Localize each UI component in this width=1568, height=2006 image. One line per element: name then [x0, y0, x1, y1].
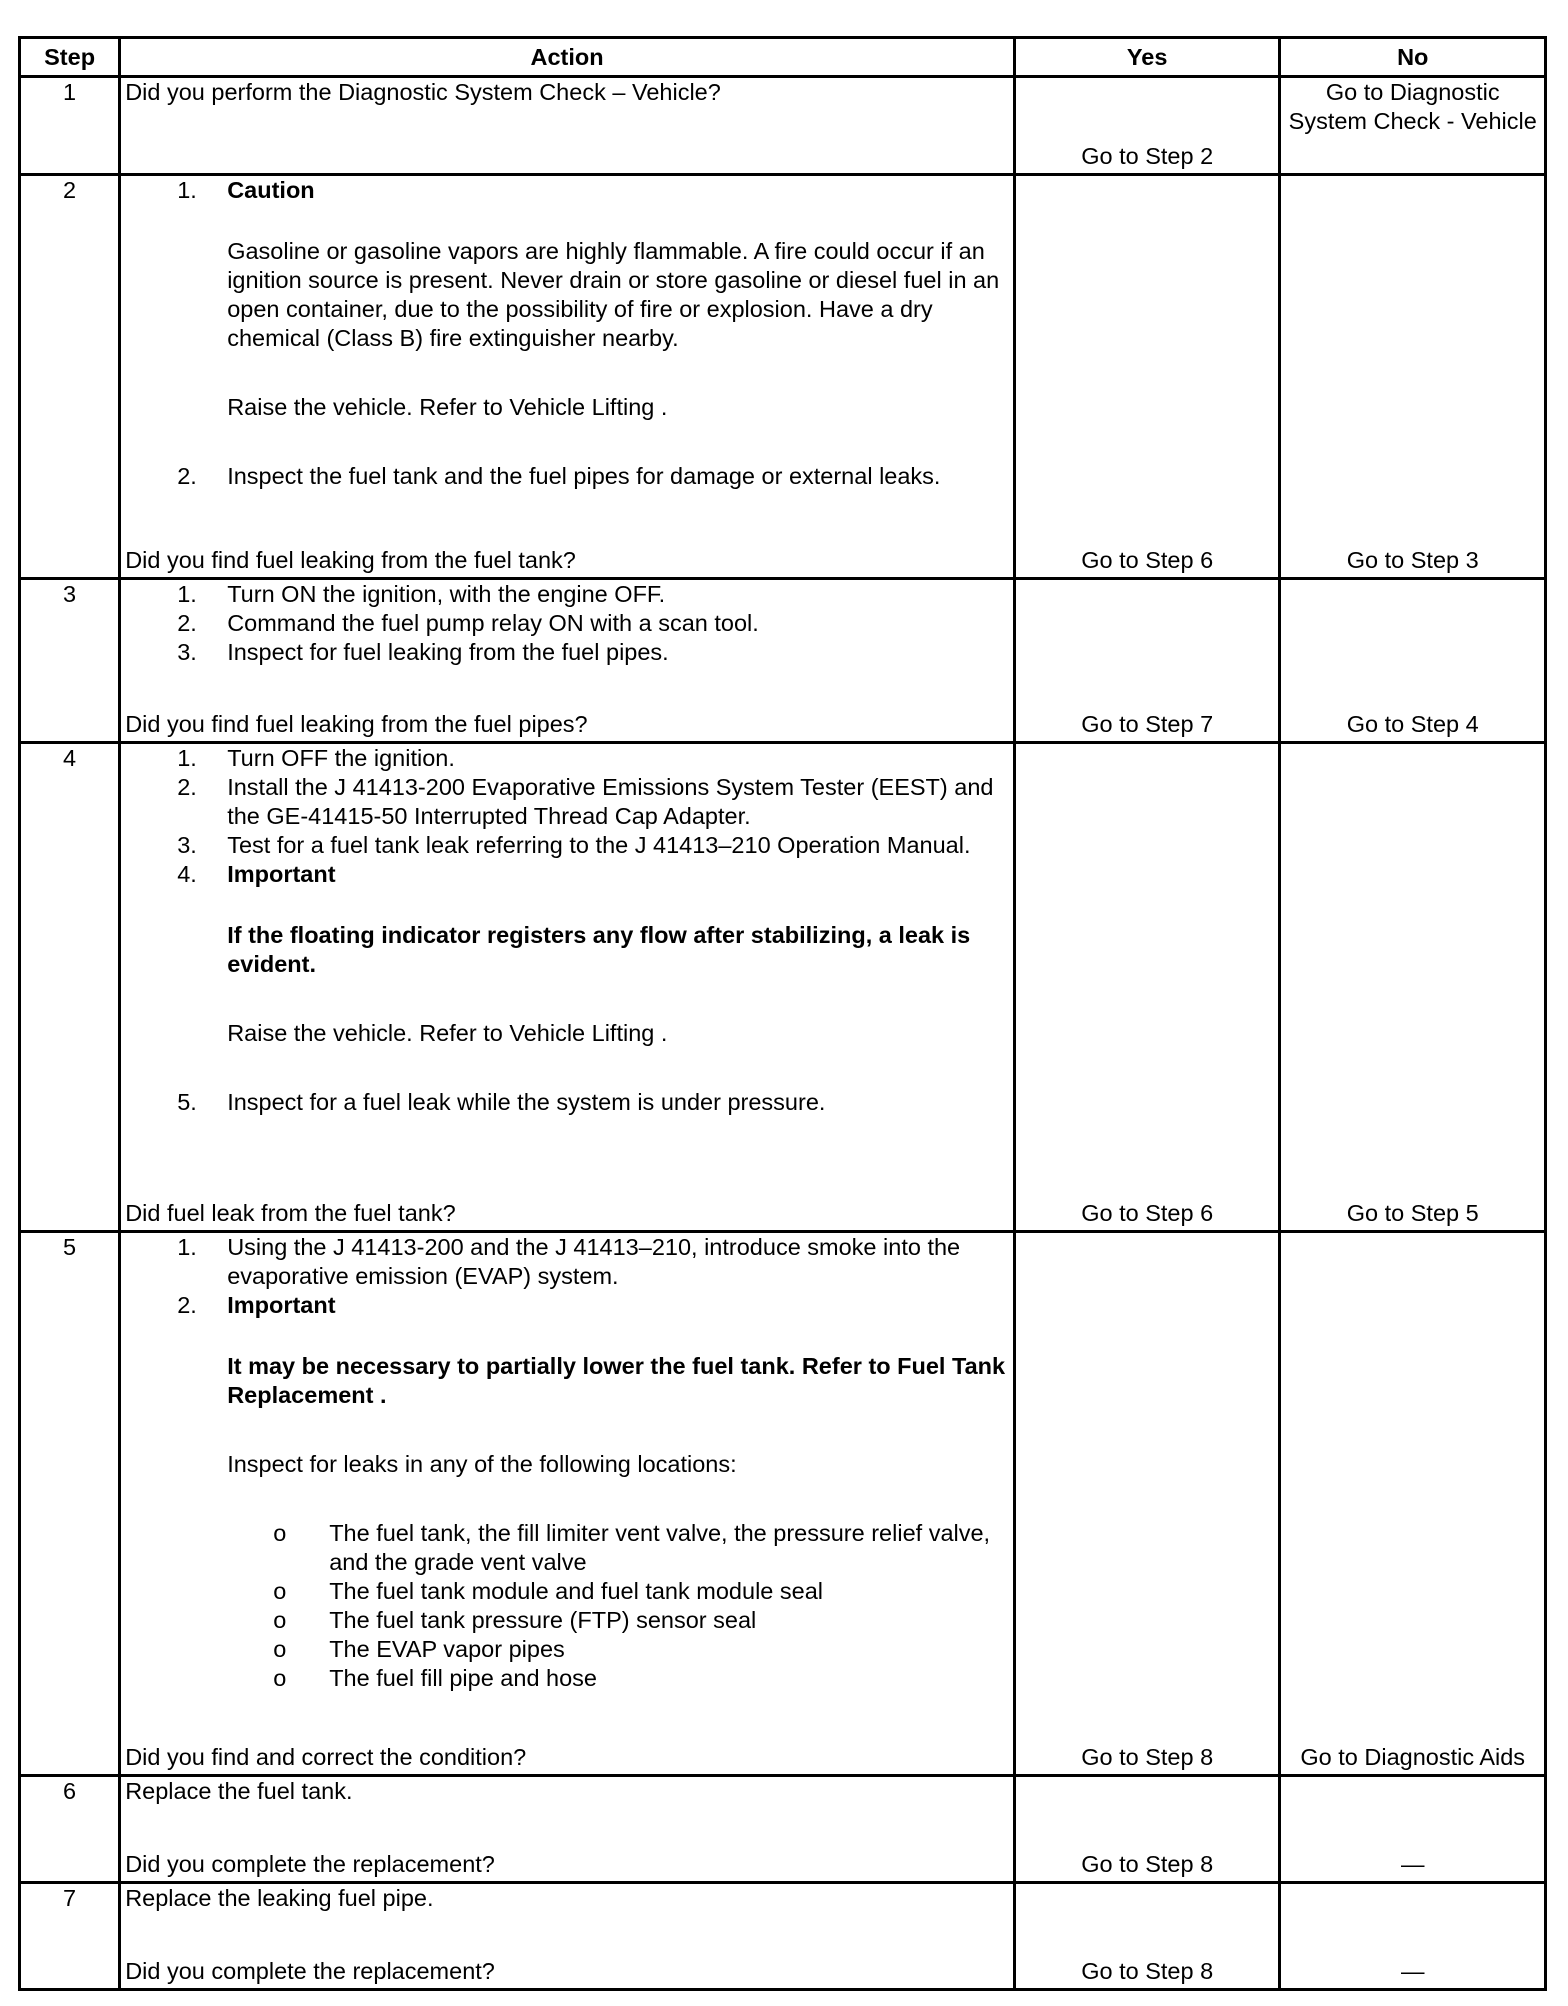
no-cell [1280, 175, 1546, 579]
bullet-marker: o [273, 1578, 287, 1604]
no-result: Go to Step 5 [1346, 1200, 1479, 1226]
list-item [125, 773, 1009, 831]
question-text: Did you perform the Diagnostic System Check – Vehicle? [125, 79, 721, 105]
table-row [20, 579, 1546, 743]
table-row [20, 743, 1546, 1232]
important-note: It may be necessary to partially lower the fuel tank. Refer to Fuel Tank Replacement . [227, 1353, 1006, 1408]
item-text: Test for a fuel tank leak referring to the J 41413–210 Operation Manual. [227, 832, 971, 858]
yes-cell [1014, 1232, 1280, 1776]
yes-cell [1014, 1776, 1280, 1883]
item-number: 1. [177, 177, 197, 203]
header-step: Step [20, 38, 120, 77]
list-item [125, 609, 1009, 638]
step-number: 7 [20, 1883, 120, 1990]
bullet-text: The fuel tank, the fill limiter vent valve, the pressure relief valve, and the grade vent valve [329, 1520, 991, 1575]
yes-result: Go to Step 8 [1081, 1958, 1214, 1984]
bullet-marker: o [273, 1636, 287, 1662]
no-result: Go to Step 4 [1346, 711, 1479, 737]
item-text: Turn ON the ignition, with the engine OFF. [227, 581, 666, 607]
item-number: 2. [177, 463, 197, 489]
bullet-text: The fuel fill pipe and hose [329, 1665, 598, 1691]
important-title: Important [227, 861, 336, 887]
item-text: Install the J 41413-200 Evaporative Emissions System Tester (EEST) and the GE-41415-50 Interrupted Thread Cap Adapter. [227, 774, 994, 829]
step-number: 5 [20, 1232, 120, 1776]
item-number: 1. [177, 745, 197, 771]
header-row [20, 38, 1546, 77]
bullet-item [125, 1519, 1009, 1577]
item-number: 1. [177, 581, 197, 607]
question-text: Did fuel leak from the fuel tank? [125, 1200, 456, 1226]
question-text: Did you find fuel leaking from the fuel pipes? [125, 711, 588, 737]
action-cell [120, 1883, 1015, 1990]
no-cell [1280, 1883, 1546, 1990]
action-cell [120, 1776, 1015, 1883]
list-item [125, 831, 1009, 860]
header-yes: Yes [1014, 38, 1280, 77]
list-item [125, 1088, 1009, 1117]
no-cell [1280, 743, 1546, 1232]
instruction-text: Replace the leaking fuel pipe. [125, 1885, 434, 1911]
yes-cell [1014, 175, 1280, 579]
item-text: Command the fuel pump relay ON with a scan tool. [227, 610, 759, 636]
yes-cell [1014, 77, 1280, 175]
item-text: Turn OFF the ignition. [227, 745, 455, 771]
table-row [20, 1232, 1546, 1776]
instruction-text: Replace the fuel tank. [125, 1778, 353, 1804]
list-item [125, 462, 1009, 491]
item-text: Inspect for fuel leaking from the fuel pipes. [227, 639, 669, 665]
question-text: Did you complete the replacement? [125, 1958, 495, 1984]
yes-cell [1014, 579, 1280, 743]
bullet-item [125, 1606, 1009, 1635]
step-number: 2 [20, 175, 120, 579]
yes-cell [1014, 743, 1280, 1232]
item-text: Using the J 41413-200 and the J 41413–210, introduce smoke into the evaporative emission (EVAP) system. [227, 1234, 961, 1289]
action-cell [120, 579, 1015, 743]
caution-title: Caution [227, 177, 315, 203]
item-number: 3. [177, 832, 197, 858]
list-item [125, 638, 1009, 667]
action-cell [120, 77, 1015, 175]
table-row [20, 1883, 1546, 1990]
step-number: 3 [20, 579, 120, 743]
no-cell [1280, 77, 1546, 175]
no-result: — [1400, 1851, 1425, 1877]
yes-cell [1014, 1883, 1280, 1990]
item-number: 5. [177, 1089, 197, 1115]
no-result: Go to Step 3 [1346, 547, 1479, 573]
question-text: Did you find fuel leaking from the fuel tank? [125, 547, 576, 573]
item-text: Inspect for a fuel leak while the system is under pressure. [227, 1089, 826, 1115]
table-row [20, 1776, 1546, 1883]
question-text: Did you find and correct the condition? [125, 1744, 527, 1770]
bullet-text: The fuel tank pressure (FTP) sensor seal [329, 1607, 757, 1633]
bullet-marker: o [273, 1520, 287, 1546]
bullet-marker: o [273, 1665, 287, 1691]
yes-result: Go to Step 2 [1081, 143, 1214, 169]
list-item [125, 1233, 1009, 1291]
table-row [20, 175, 1546, 579]
item-number: 4. [177, 861, 197, 887]
item-text: Inspect the fuel tank and the fuel pipes for damage or external leaks. [227, 463, 941, 489]
no-result: Go to Diagnostic System Check - Vehicle [1288, 79, 1537, 134]
list-item [125, 744, 1009, 773]
yes-result: Go to Step 6 [1081, 1200, 1214, 1226]
bullet-marker: o [273, 1607, 287, 1633]
no-cell [1280, 1232, 1546, 1776]
no-cell [1280, 1776, 1546, 1883]
action-cell [120, 1232, 1015, 1776]
yes-result: Go to Step 6 [1081, 547, 1214, 573]
bullet-text: The EVAP vapor pipes [329, 1636, 565, 1662]
list-item [125, 580, 1009, 609]
list-item [125, 176, 1009, 205]
item-number: 3. [177, 639, 197, 665]
important-note: If the floating indicator registers any flow after stabilizing, a leak is evident. [227, 922, 971, 977]
diagnostic-table [18, 36, 1547, 1991]
item-number: 2. [177, 1292, 197, 1318]
question-text: Did you complete the replacement? [125, 1851, 495, 1877]
item-number: 2. [177, 610, 197, 636]
no-cell [1280, 579, 1546, 743]
step-number: 1 [20, 77, 120, 175]
list-item [125, 860, 1009, 889]
instruction-text: Raise the vehicle. Refer to Vehicle Lifting . [227, 394, 668, 420]
bullet-item [125, 1577, 1009, 1606]
step-number: 6 [20, 1776, 120, 1883]
instruction-text: Raise the vehicle. Refer to Vehicle Lifting . [227, 1020, 668, 1046]
action-cell [120, 175, 1015, 579]
bullet-text: The fuel tank module and fuel tank module seal [329, 1578, 823, 1604]
table-row [20, 77, 1546, 175]
header-action: Action [120, 38, 1015, 77]
yes-result: Go to Step 8 [1081, 1851, 1214, 1877]
caution-text: Gasoline or gasoline vapors are highly flammable. A fire could occur if an ignition source is present. Never drain or store gasoline or diesel fuel in an open container, due to the possibility of fire or explosion. Have a dry chemical (Class B) fire extinguisher nearby. [227, 238, 1000, 351]
no-result: Go to Diagnostic Aids [1300, 1744, 1526, 1770]
header-no: No [1280, 38, 1546, 77]
step-number: 4 [20, 743, 120, 1232]
action-cell [120, 743, 1015, 1232]
instruction-text: Inspect for leaks in any of the following locations: [227, 1451, 737, 1477]
bullet-item [125, 1664, 1009, 1693]
item-number: 1. [177, 1234, 197, 1260]
bullet-item [125, 1635, 1009, 1664]
item-number: 2. [177, 774, 197, 800]
important-title: Important [227, 1292, 336, 1318]
no-result: — [1400, 1958, 1425, 1984]
yes-result: Go to Step 8 [1081, 1744, 1214, 1770]
list-item [125, 1291, 1009, 1320]
yes-result: Go to Step 7 [1081, 711, 1214, 737]
